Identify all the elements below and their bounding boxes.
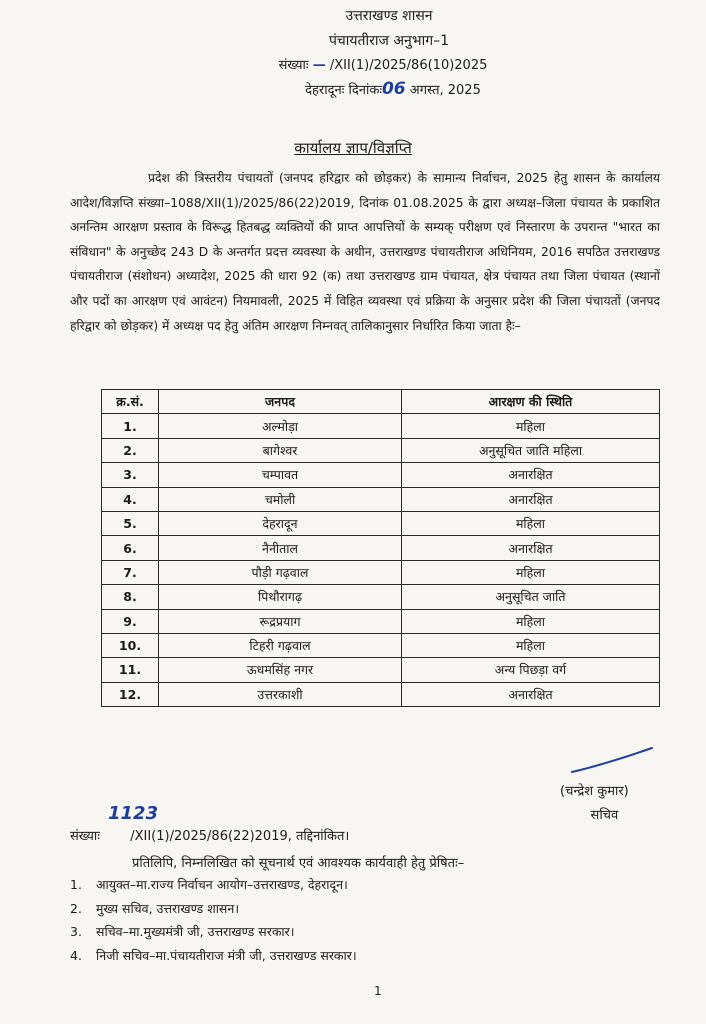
- cell-serial: 1.: [102, 414, 159, 438]
- list-item-text: आयुक्त–मा.राज्य निर्वाचन आयोग–उत्तराखण्ड, देहरादून।: [96, 877, 348, 892]
- copy-intro: प्रतिलिपि, निम्नलिखित को सूचनार्थ एवं आवश्यक कार्यवाही हेतु प्रेषितः–: [132, 856, 465, 871]
- cell-status: महिला: [402, 511, 660, 535]
- list-item: [70, 876, 357, 900]
- cell-serial: 9.: [102, 609, 159, 633]
- cell-status: अनारक्षित: [402, 463, 660, 487]
- cell-district: अल्मोड़ा: [159, 414, 402, 438]
- cell-serial: 11.: [102, 658, 159, 682]
- table-row: [102, 511, 660, 535]
- copy-ref-label: संख्याः: [70, 829, 100, 844]
- reference-label: संख्याः: [278, 58, 309, 73]
- signature-block: [560, 781, 629, 823]
- handwritten-number: 1123: [108, 803, 159, 824]
- copy-list: [70, 876, 357, 970]
- cell-serial: 6.: [102, 536, 159, 560]
- list-item-number: 3.: [70, 924, 82, 939]
- cell-serial: 10.: [102, 633, 159, 657]
- cell-serial: 7.: [102, 560, 159, 584]
- cell-district: चम्पावत: [159, 463, 402, 487]
- copy-reference: [70, 826, 349, 844]
- signatory-designation: सचिव: [590, 808, 619, 823]
- reservation-table: [101, 389, 660, 707]
- issue-date: [40, 79, 706, 99]
- cell-district: देहरादून: [159, 511, 402, 535]
- col-header-district: जनपद: [159, 390, 402, 414]
- signature-stroke: [568, 744, 658, 778]
- cell-district: पौड़ी गढ़वाल: [159, 560, 402, 584]
- cell-status: अनारक्षित: [402, 487, 660, 511]
- reference-number: [30, 55, 706, 73]
- paragraph-text: प्रदेश की त्रिस्तरीय पंचायतों (जनपद हरिद्वार को छोड़कर) के सामान्य निर्वाचन, 2025 हेतु शासन के कार्यालय आदेश/विज्ञप्ति संख्या–1088/XII(1)/2025/86(22)2019, दिनांक 01.08.2025 के द्वारा अध्यक्ष–जिला पंचायत के प्रकाशित अनन्तिम आरक्षण प्रस्ताव के विरूद्ध हितबद्ध व्यक्तियों की प्राप्त आपत्तियों के सम्यक् परीक्षण एवं निस्तारण के उपरान्त "भारत का संविधान" के अनुच्छेद 243 D के अन्तर्गत प्रदत्त व्यवस्था के अधीन, उत्तराखण्ड पंचायतीराज अधिनियम, 2016 सपठित उत्तराखण्ड पंचायतीराज (संशोधन) अध्यादेश, 2025 की धारा 92 (क) तथा उत्तराखण्ड ग्राम पंचायत, क्षेत्र पंचायत तथा जिला पंचायत (स्थानों और पदों का आरक्षण एवं आवंटन) नियमावली, 2025 में विहित व्यवस्था एवं प्रक्रिया के अनुसार प्रदेश की जिला पंचायतों (जनपद हरिद्वार को छोड़कर) में अध्यक्ष पद हेतु अंतिम आरक्षण निम्नवत् तालिकानुसार निर्धारित किया जाता हैः–: [70, 171, 660, 333]
- list-item-text: मुख्य सचिव, उत्तराखण्ड शासन।: [96, 900, 240, 916]
- table-row: [102, 487, 660, 511]
- list-item: [70, 923, 357, 947]
- copy-ref-number: /XII(1)/2025/86(22)2019, तद्दिनांकित।: [130, 829, 350, 844]
- cell-serial: 12.: [102, 682, 159, 706]
- table-row: [102, 585, 660, 609]
- list-item-number: 2.: [70, 900, 82, 916]
- cell-serial: 5.: [102, 511, 159, 535]
- handwritten-day: 06: [381, 79, 406, 99]
- date-suffix: अगस्त, 2025: [409, 83, 481, 98]
- table-row: [102, 560, 660, 584]
- cell-status: महिला: [402, 633, 660, 657]
- table-row: [102, 609, 660, 633]
- government-header: उत्तराखण्ड शासन: [345, 8, 433, 24]
- table-row: [102, 463, 660, 487]
- date-prefix: देहरादूनः दिनांकः: [305, 83, 382, 98]
- table-row: [102, 658, 660, 682]
- page-number: 1: [374, 984, 382, 998]
- table-header-row: [102, 390, 660, 414]
- cell-status: महिला: [402, 609, 660, 633]
- cell-district: नैनीताल: [159, 536, 402, 560]
- cell-status: अनारक्षित: [402, 682, 660, 706]
- cell-district: उत्तरकाशी: [159, 682, 402, 706]
- cell-serial: 2.: [102, 438, 159, 462]
- cell-district: टिहरी गढ़वाल: [159, 633, 402, 657]
- department-header: पंचायतीराज अनुभाग–1: [328, 33, 450, 49]
- document-title: [0, 138, 706, 158]
- cell-district: बागेश्वर: [159, 438, 402, 462]
- cell-status: अनुसूचित जाति: [402, 585, 660, 609]
- cell-district: ऊधमसिंह नगर: [159, 658, 402, 682]
- list-item: [70, 947, 357, 971]
- body-paragraph: [70, 166, 660, 338]
- cell-status: महिला: [402, 560, 660, 584]
- list-item: [70, 900, 357, 924]
- col-header-serial: क्र.सं.: [102, 390, 159, 414]
- col-header-status: आरक्षण की स्थिति: [402, 390, 660, 414]
- table-row: [102, 536, 660, 560]
- reference-value: /XII(1)/2025/86(10)2025: [329, 58, 488, 73]
- title-text: कार्यालय ज्ञाप/विज्ञप्ति: [294, 139, 412, 157]
- list-item-text: निजी सचिव–मा.पंचायतीराज मंत्री जी, उत्तराखण्ड सरकार।: [96, 947, 357, 963]
- cell-status: महिला: [402, 414, 660, 438]
- cell-district: रूद्रप्रयाग: [159, 609, 402, 633]
- table-row: [102, 414, 660, 438]
- list-item-number: 4.: [70, 947, 82, 963]
- signatory-name: (चन्द्रेश कुमार): [560, 784, 629, 799]
- list-item-text: सचिव–मा.मुख्यमंत्री जी, उत्तराखण्ड सरकार।: [96, 924, 295, 939]
- table-row: [102, 633, 660, 657]
- cell-serial: 4.: [102, 487, 159, 511]
- table-row: [102, 438, 660, 462]
- cell-serial: 3.: [102, 463, 159, 487]
- table-row: [102, 682, 660, 706]
- cell-status: अनारक्षित: [402, 536, 660, 560]
- cell-status: अनुसूचित जाति महिला: [402, 438, 660, 462]
- cell-status: अन्य पिछड़ा वर्ग: [402, 658, 660, 682]
- list-item-number: 1.: [70, 877, 82, 892]
- cell-district: चमोली: [159, 487, 402, 511]
- handwritten-dash: —: [312, 58, 326, 73]
- table-body: [102, 414, 660, 707]
- cell-serial: 8.: [102, 585, 159, 609]
- cell-district: पिथौरागढ़: [159, 585, 402, 609]
